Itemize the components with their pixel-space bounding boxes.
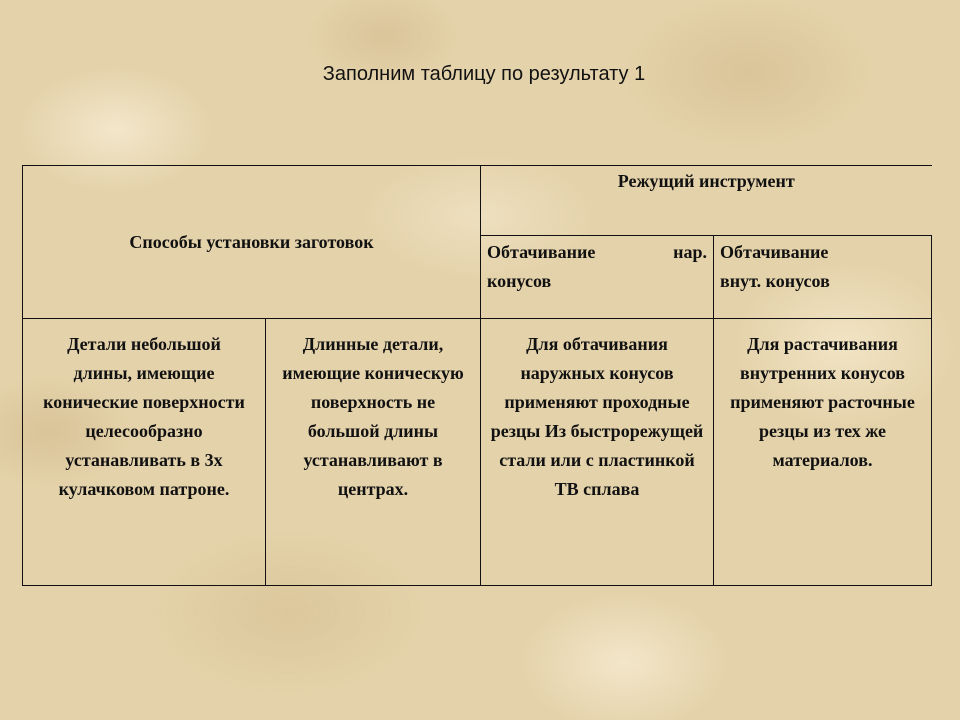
- cell-long-parts: [266, 319, 481, 586]
- cell-external-cone-tools-text: Для обтачивания наружных конусов применяют проходные резцы Из быстрорежущей стали или с пластинкой ТВ сплава: [490, 334, 704, 499]
- header-installation-methods: Способы установки заготовок: [23, 166, 481, 319]
- cell-external-cone-tools: [481, 319, 714, 586]
- subheader-external-word1: Обтачивание: [487, 242, 596, 262]
- header-cutting-tool: Режущий инструмент: [481, 166, 932, 236]
- subheader-internal-line2: внут. конусов: [720, 271, 830, 291]
- cell-internal-cone-tools-text: Для растачивания внутренних конусов применяют расточные резцы из тех же материалов.: [730, 334, 915, 470]
- subheader-internal-line1: Обтачивание: [720, 242, 829, 262]
- subheader-external-line2: конусов: [487, 271, 552, 291]
- installation-methods-table: [22, 165, 932, 586]
- cell-short-parts: [23, 319, 266, 586]
- subheader-internal-cone-turning: [714, 236, 932, 319]
- cell-short-parts-text: Детали небольшой длины, имеющие конические поверхности целесообразно устанавливать в 3х кулачковом патроне.: [43, 334, 245, 499]
- subheader-external-word2: нар.: [673, 242, 707, 262]
- cell-internal-cone-tools: [714, 319, 932, 586]
- cell-long-parts-text: Длинные детали, имеющие коническую поверхность не большой длины устанавливают в центрах.: [282, 334, 464, 499]
- subheader-external-line1: [487, 238, 707, 267]
- subheader-external-cone-turning: [481, 236, 714, 319]
- slide-title: Заполним таблицу по результату 1: [322, 63, 646, 85]
